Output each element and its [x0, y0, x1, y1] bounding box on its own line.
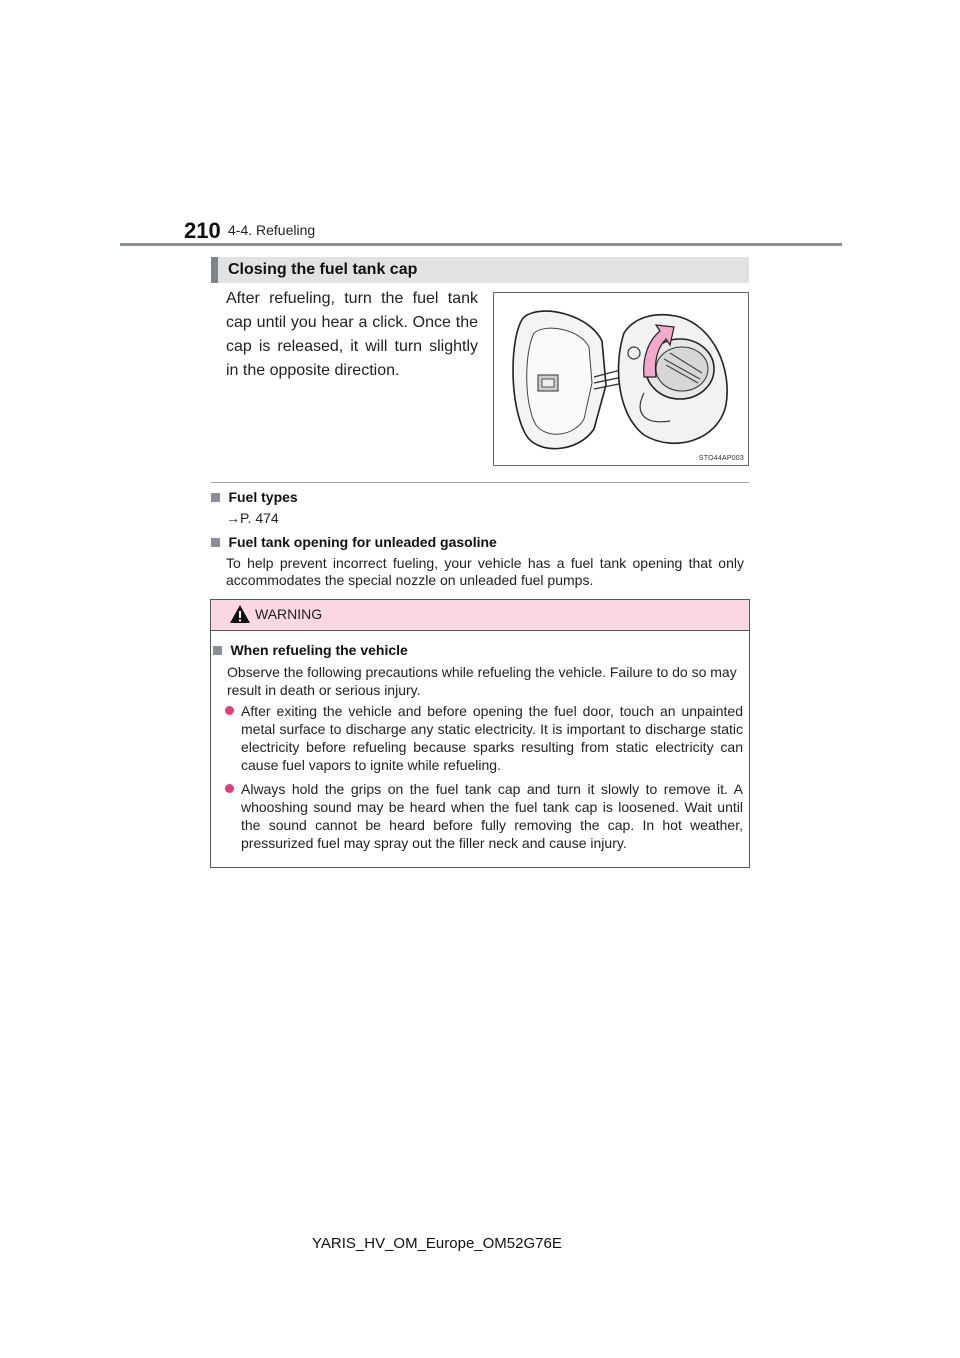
fuel-types-reference[interactable]: →P. 474	[226, 510, 279, 526]
document-id: YARIS_HV_OM_Europe_OM52G76E	[312, 1235, 562, 1252]
warning-header	[211, 600, 749, 631]
square-bullet-icon	[211, 493, 220, 502]
warning-title-row	[213, 642, 408, 660]
header-divider	[120, 243, 842, 246]
warning-label: WARNING	[255, 606, 323, 622]
warning-box	[210, 599, 750, 868]
warning-list-item	[225, 780, 745, 852]
intro-paragraph: After refueling, turn the fuel tank cap until you hear a click. Once the cap is released, it will turn slightly in the opposite direction.	[226, 290, 478, 379]
door-latch-inner	[542, 379, 554, 387]
fuel-cap-illustration	[493, 292, 749, 466]
fuel-door-drawing	[494, 293, 748, 465]
square-bullet-icon	[211, 538, 220, 547]
warning-title: When refueling the vehicle	[230, 642, 408, 658]
fuel-door-inner	[527, 328, 592, 434]
section-heading	[211, 257, 749, 283]
fuel-types-title: Fuel types	[228, 489, 298, 505]
dot-bullet-icon	[225, 784, 234, 793]
dot-bullet-icon	[225, 706, 234, 715]
warning-triangle-icon	[229, 604, 251, 624]
page-number: 210	[184, 218, 221, 243]
fuel-opening-heading	[211, 534, 497, 552]
content-divider	[211, 482, 749, 483]
section-title: 4-4. Refueling	[228, 222, 316, 238]
square-bullet-icon	[213, 646, 222, 655]
warning-item-text: Always hold the grips on the fuel tank cap and turn it slowly to remove it. A whooshing sound may be heard when the fuel tank cap is loosened. Wait until the sound cannot be heard before fully removing the cap. In hot weather, pressurized fuel may spray out the filler neck and cause injury.	[241, 781, 743, 851]
fuel-types-heading	[211, 489, 298, 507]
fuel-opening-title: Fuel tank opening for unleaded gasoline	[228, 534, 497, 550]
warning-list-item	[225, 702, 745, 774]
warning-intro: Observe the following precautions while refueling the vehicle. Failure to do so may result in death or serious injury.	[227, 664, 737, 698]
warning-item-text: After exiting the vehicle and before opening the fuel door, touch an unpainted metal surface to discharge any static electricity. It is important to discharge static electricity before refueling because sparks resulting from static electricity can cause fuel vapors to ignite while refueling.	[241, 703, 743, 773]
figure-code: STO44AP003	[698, 455, 744, 462]
fuel-opening-text: To help prevent incorrect fueling, your vehicle has a fuel tank opening that only accommodates the special nozzle on unleaded fuel pumps.	[226, 555, 744, 588]
section-heading-text: Closing the fuel tank cap	[228, 261, 418, 278]
